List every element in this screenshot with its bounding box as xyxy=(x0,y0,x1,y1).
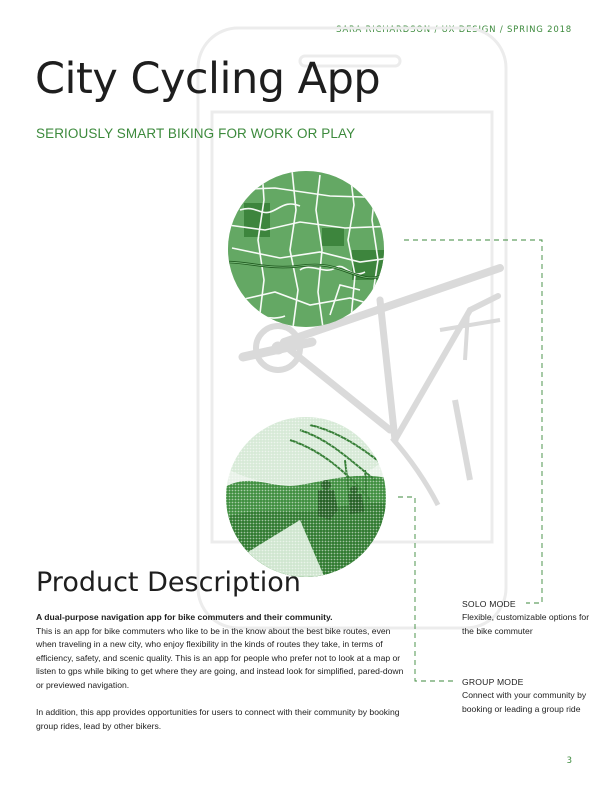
product-description xyxy=(36,611,406,747)
cyclist-photo xyxy=(210,405,395,590)
group-mode-text: Connect with your community by booking or leading a group ride xyxy=(462,690,587,714)
solo-mode-callout xyxy=(462,598,592,638)
product-description-heading: Product Description xyxy=(36,567,301,598)
group-mode-title: GROUP MODE xyxy=(462,677,524,687)
page-title: City Cycling App xyxy=(35,54,381,104)
description-paragraph-2: In addition, this app provides opportunities for users to connect with their community by booking group rides, lead by other bikers. xyxy=(36,707,400,731)
group-mode-callout xyxy=(462,676,592,716)
header-credit: SARA RICHARDSON / UX DESIGN / SPRING 2018 xyxy=(336,25,572,35)
page-subtitle: SERIOUSLY SMART BIKING FOR WORK OR PLAY xyxy=(36,126,356,141)
description-paragraph-1: This is an app for bike commuters who like to be in the know about the best bike routes, even when traveling in a new city, who enjoy flexibility in the kinds of routes they take, in terms of efficiency, safety, and scenic quality. This is an app for people who prefer not to look at a map or listen to gps while biking to get where they are going, and instead look for simplified, pared-down or previewed navigation. xyxy=(36,625,404,690)
description-lead: A dual-purpose navigation app for bike commuters and their community. xyxy=(36,612,333,622)
solo-mode-title: SOLO MODE xyxy=(462,599,516,609)
solo-mode-text: Flexible, customizable options for the bike commuter xyxy=(462,612,590,636)
page-number: 3 xyxy=(566,756,572,766)
